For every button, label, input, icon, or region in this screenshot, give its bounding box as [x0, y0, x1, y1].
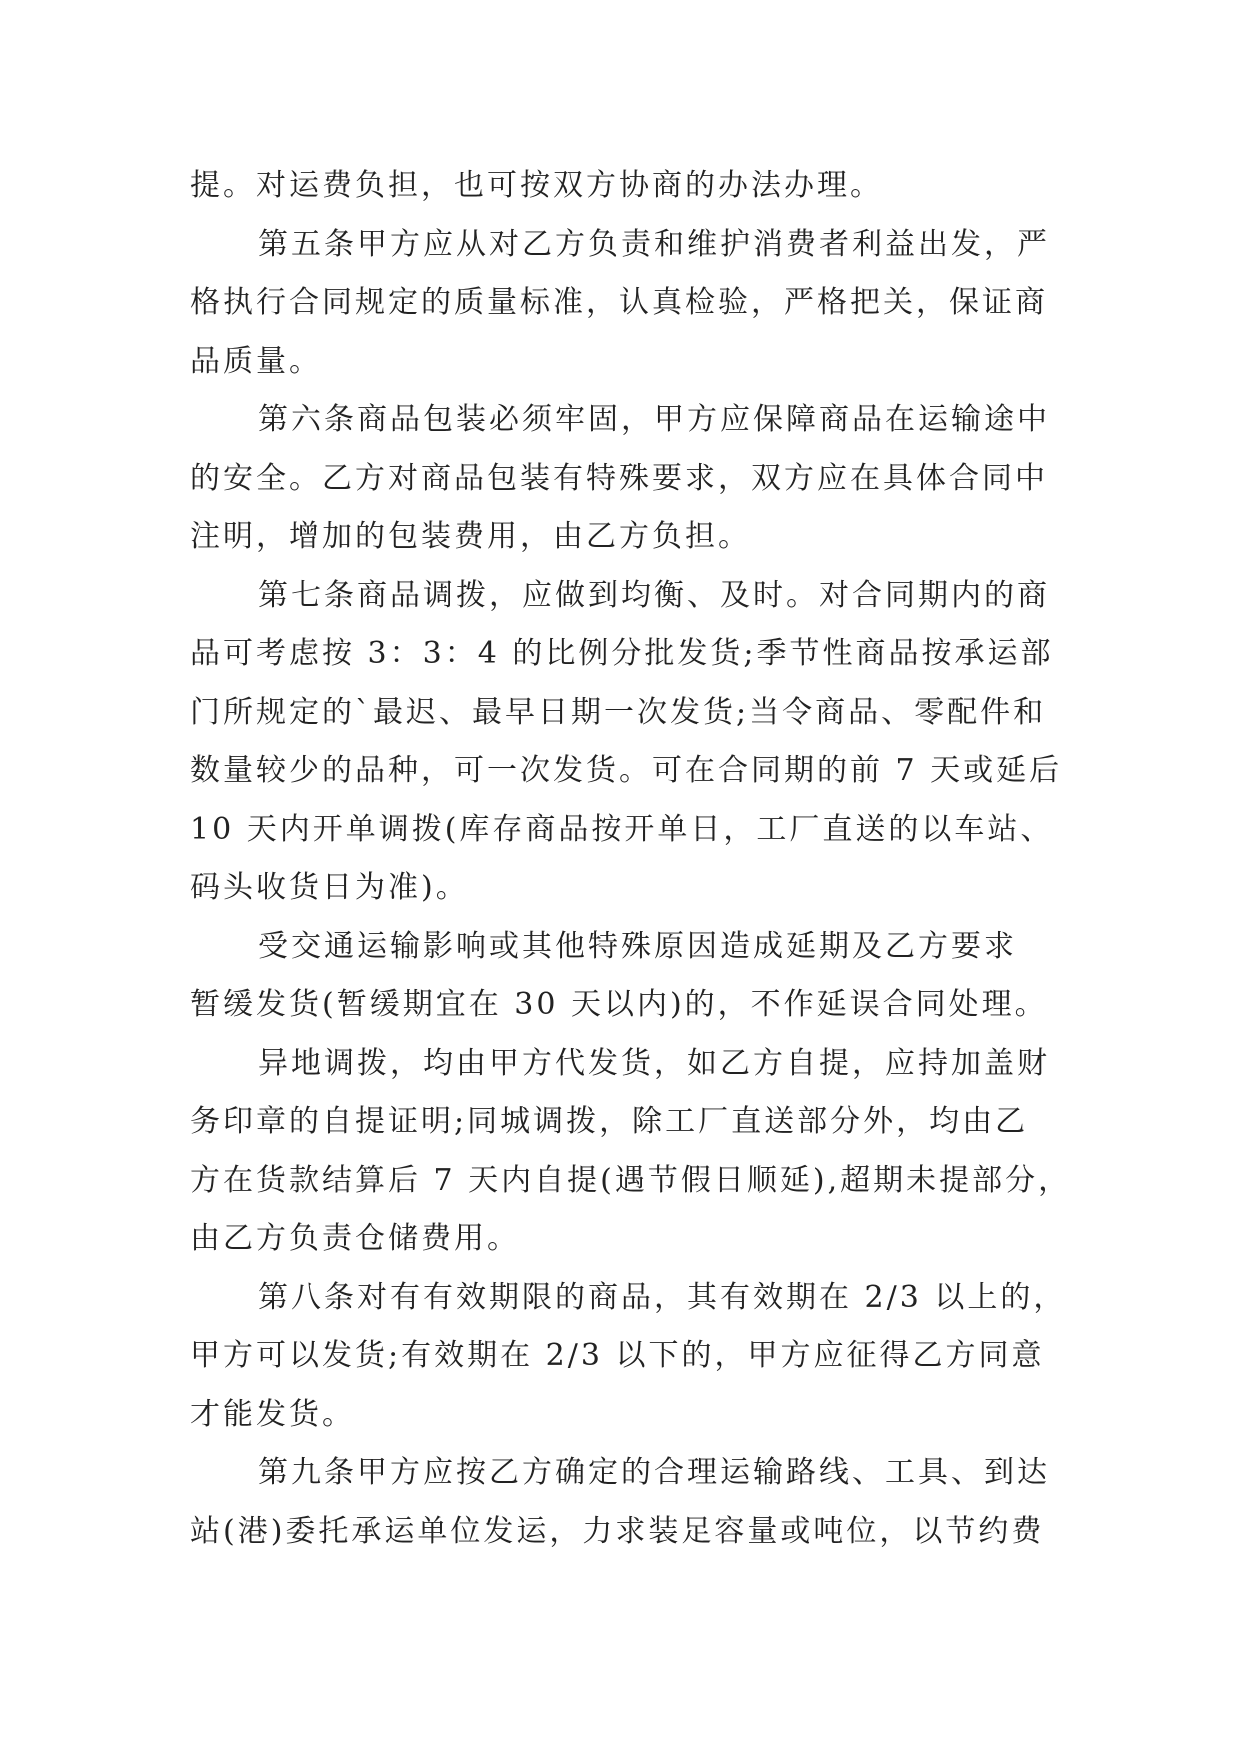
text-line: 的安全。乙方对商品包装有特殊要求，双方应在具体合同中	[190, 460, 1048, 496]
text-line: 品可考虑按 3：3：4 的比例分批发货;季节性商品按承运部	[190, 636, 1054, 671]
text-line: 第八条对有有效期限的商品，其有效期在 2/3 以上的，	[258, 1279, 1067, 1315]
text-line: 品质量。	[190, 343, 322, 379]
text-line: 甲方可以发货;有效期在 2/3 以下的，甲方应征得乙方同意	[190, 1338, 1045, 1373]
text-line: 受交通运输影响或其他特殊原因造成延期及乙方要求	[258, 928, 1017, 964]
text-line: 方在货款结算后 7 天内自提(遇节假日顺延),超期未提部分，	[190, 1162, 1072, 1198]
text-line: 由乙方负责仓储费用。	[190, 1221, 520, 1256]
text-line: 第七条商品调拨，应做到均衡、及时。对合同期内的商	[258, 577, 1050, 613]
text-line: 10 天内开单调拨(库存商品按开单日，工厂直送的以车站、	[190, 811, 1054, 847]
text-line: 第六条商品包装必须牢固，甲方应保障商品在运输途中	[258, 402, 1050, 437]
document-body	[190, 157, 1072, 1561]
text-line: 注明，增加的包装费用，由乙方负担。	[190, 519, 751, 554]
text-line: 暂缓发货(暂缓期宜在 30 天以内)的，不作延误合同处理。	[190, 987, 1048, 1022]
text-line: 提。对运费负担，也可按双方协商的办法办理。	[190, 168, 883, 203]
text-line: 数量较少的品种，可一次发货。可在合同期的前 7 天或延后	[190, 753, 1063, 788]
text-line: 才能发货。	[190, 1396, 355, 1432]
text-line: 第五条甲方应从对乙方负责和维护消费者利益出发，严	[258, 226, 1050, 262]
text-line: 门所规定的`最迟、最早日期一次发货;当令商品、零配件和	[190, 694, 1047, 730]
text-line: 第九条甲方应按乙方确定的合理运输路线、工具、到达	[258, 1455, 1050, 1490]
text-line: 站(港)委托承运单位发运，力求装足容量或吨位，以节约费	[190, 1513, 1045, 1549]
text-line: 格执行合同规定的质量标准，认真检验，严格把关，保证商	[190, 285, 1048, 320]
text-line: 务印章的自提证明;同城调拨，除工厂直送部分外，均由乙	[190, 1104, 1029, 1139]
text-line: 码头收货日为准)。	[190, 870, 469, 905]
text-line: 异地调拨，均由甲方代发货，如乙方自提，应持加盖财	[258, 1045, 1050, 1081]
